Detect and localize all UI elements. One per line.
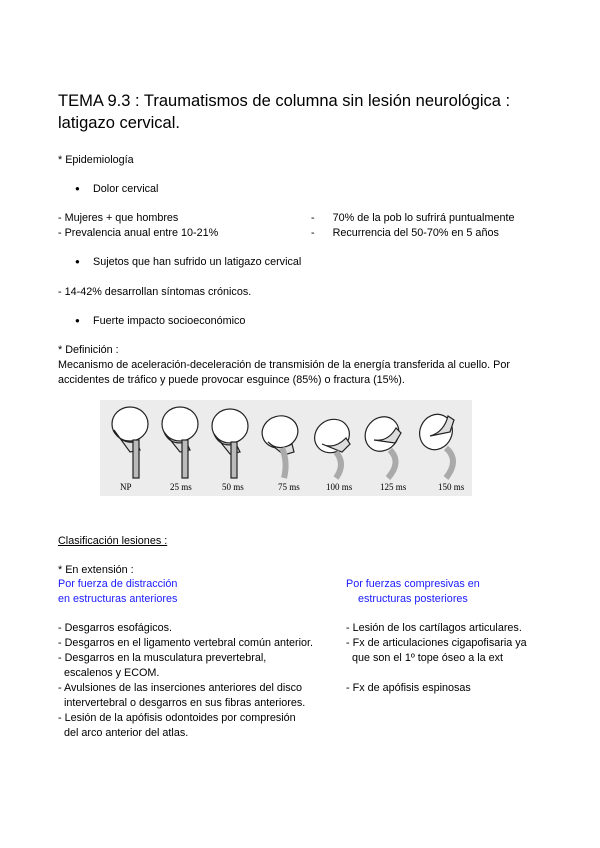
bullet-impacto: ● Fuerte impacto socioeconómico <box>93 313 245 329</box>
figure-label-125ms: 125 ms <box>380 482 407 492</box>
left-col-title-2: en estructuras anteriores <box>58 593 178 605</box>
definicion-line-2: accidentes de tráfico y puede provocar esguince (85%) o fractura (15%). <box>58 374 405 386</box>
bullet-dolor-cervical: ● Dolor cervical <box>93 181 158 197</box>
figure-label-50ms: 50 ms <box>222 482 244 492</box>
figure-label-100ms: 100 ms <box>326 482 353 492</box>
line-cronicos: - 14-42% desarrollan síntomas crónicos. <box>58 286 252 298</box>
right-item-2: - Fx de articulaciones cigapofisaria ya <box>346 637 527 649</box>
definicion-heading: * Definición : <box>58 344 119 356</box>
epi-right-line-1: - 70% de la pob lo sufrirá puntualmente <box>311 212 515 224</box>
skull-125ms-icon <box>358 410 406 478</box>
definicion-line-1: Mecanismo de aceleración-deceleración de transmisión de la energía transferida al cuello. Por <box>58 359 510 371</box>
left-item-5: - Lesión de la apófisis odontoides por compresión <box>58 712 296 724</box>
skull-np-icon <box>112 407 148 478</box>
skull-75ms-icon <box>258 412 301 478</box>
page-title: TEMA 9.3 : Traumatismos de columna sin lesión neurológica : latigazo cervical. <box>58 92 511 132</box>
bullet-sujetos: ● Sujetos que han sufrido un latigazo cervical <box>93 254 301 270</box>
figure-label-np: NP <box>120 482 132 492</box>
epi-right-line-2: - Recurrencia del 50-70% en 5 años <box>311 227 499 239</box>
figure-label-75ms: 75 ms <box>278 482 300 492</box>
right-col-title-2: estructuras posteriores <box>358 593 468 605</box>
left-item-3-cont: escalenos y ECOM. <box>64 667 160 679</box>
left-item-5-cont: del arco anterior del atlas. <box>64 727 189 739</box>
epidemiologia-heading: * Epidemiología <box>58 154 134 166</box>
left-item-4-cont: intervertebral o desgarros en sus fibras anteriores. <box>64 697 306 709</box>
left-item-3: - Desgarros en la musculatura prevertebral, <box>58 652 267 664</box>
skull-100ms-icon <box>308 413 356 478</box>
figure-label-150ms: 150 ms <box>438 482 465 492</box>
epi-left-line-2: - Prevalencia anual entre 10-21% <box>58 227 219 239</box>
extension-heading: * En extensión : <box>58 564 134 576</box>
left-col-title-1: Por fuerza de distracción <box>58 578 178 590</box>
right-col-title-1: Por fuerzas compresivas en <box>346 578 480 590</box>
figure-label-25ms: 25 ms <box>170 482 192 492</box>
clasificacion-heading: Clasificación lesiones : <box>58 535 168 547</box>
right-item-1: - Lesión de los cartílagos articulares. <box>346 622 522 634</box>
left-item-4: - Avulsiones de las inserciones anteriores del disco <box>58 682 303 694</box>
whiplash-sequence-figure <box>100 400 472 496</box>
right-item-3: - Fx de apófisis espinosas <box>346 682 471 694</box>
skull-150ms-icon <box>414 409 458 478</box>
skull-50ms-icon <box>212 409 248 478</box>
right-item-2-cont: que son el 1º tope óseo a la ext <box>352 652 504 664</box>
left-item-2: - Desgarros en el ligamento vertebral común anterior. <box>58 637 314 649</box>
epi-left-line-1: - Mujeres + que hombres <box>58 212 179 224</box>
skull-25ms-icon <box>162 407 198 478</box>
left-item-1: - Desgarros esofágicos. <box>58 622 173 634</box>
